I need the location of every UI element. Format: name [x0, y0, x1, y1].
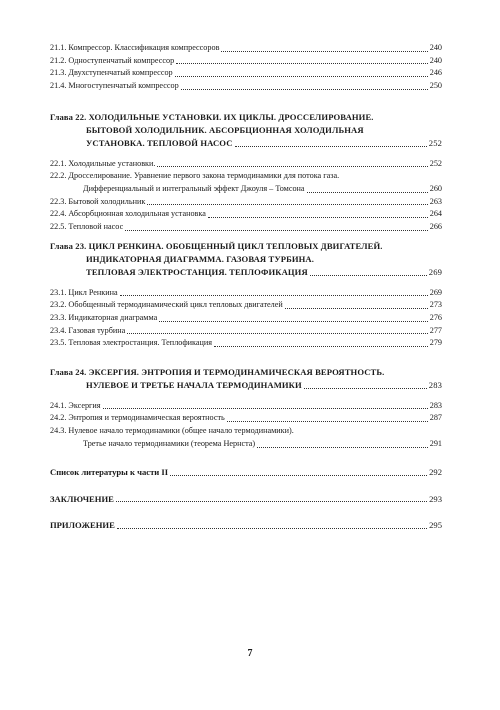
leader-dots — [103, 408, 428, 409]
entry-page: 260 — [429, 184, 442, 194]
toc-chapter-23 — [50, 240, 442, 350]
chapter-title-line: Глава 22. ХОЛОДИЛЬНЫЕ УСТАНОВКИ. ИХ ЦИКЛЫ. ДРОССЕЛИРОВАНИЕ. — [50, 112, 374, 122]
entry-title: Обобщенный термодинамический цикл тепловых двигателей — [68, 300, 283, 310]
toc-entry[interactable] — [50, 42, 442, 55]
leader-dots — [117, 528, 427, 529]
entry-title: Энтропия и термодинамическая вероятность — [68, 413, 225, 423]
toc-entry[interactable] — [50, 412, 442, 425]
entry-number: 22.1. — [50, 158, 67, 168]
entry-title: Абсорбционная холодильная установка — [68, 209, 206, 219]
entry-title: Дросселирование. Уравнение первого закона термодинамики для потока газа. — [68, 171, 340, 181]
toc-entry-continuation[interactable] — [50, 438, 442, 451]
entry-page: 277 — [429, 325, 442, 335]
chapter-title-line: ТЕПЛОВАЯ ЭЛЕКТРОСТАНЦИЯ. ТЕПЛОФИКАЦИЯ — [86, 266, 308, 277]
toc-entry[interactable] — [50, 80, 442, 93]
entry-title: Индикаторная диаграмма — [68, 313, 158, 323]
chapter-page: 283 — [428, 379, 442, 390]
entry-number: 24.3. — [50, 426, 67, 436]
chapter-title-line: БЫТОВОЙ ХОЛОДИЛЬНИК. АБСОРБЦИОННАЯ ХОЛОДИЛЬНАЯ — [86, 124, 364, 135]
leader-dots — [159, 321, 427, 322]
chapter-title-line: Глава 23. ЦИКЛ РЕНКИНА. ОБОБЩЕННЫЙ ЦИКЛ ТЕПЛОВЫХ ДВИГАТЕЛЕЙ. — [50, 241, 383, 251]
leader-dots — [307, 192, 428, 193]
entry-number: 21.2. — [50, 55, 67, 65]
leader-dots — [208, 217, 428, 218]
entry-title: Компрессор. Классификация компрессоров — [68, 42, 220, 52]
entry-page: 273 — [429, 300, 442, 310]
leader-dots — [157, 166, 427, 167]
entry-number: 23.5. — [50, 338, 67, 348]
toc-entry[interactable] — [50, 67, 442, 80]
leader-dots — [147, 204, 427, 205]
entry-page: 252 — [429, 158, 442, 168]
entry-number: 24.2. — [50, 413, 67, 423]
entry-page: 279 — [429, 338, 442, 348]
entry-title: Цикл Ренкина — [68, 287, 118, 297]
entry-page: 240 — [429, 42, 442, 52]
entry-title: Нулевое начало термодинамики (общее начало термодинамики). — [68, 426, 294, 436]
leader-dots — [181, 89, 428, 90]
toc-entry-references[interactable] — [50, 466, 442, 479]
entry-title: Многоступенчатый компрессор — [68, 81, 179, 91]
toc-entry[interactable] — [50, 337, 442, 350]
leader-dots — [257, 447, 428, 448]
chapter-title-line: УСТАНОВКА. ТЕПЛОВОЙ НАСОС — [86, 137, 233, 148]
entry-number: 22.4. — [50, 209, 67, 219]
entry-page: 293 — [429, 493, 442, 504]
entry-title: Двухступенчатый компрессор — [68, 68, 173, 78]
chapter-title-last-line — [50, 266, 442, 279]
entry-title: Третье начало термодинамики (теорема Нернста) — [83, 438, 256, 448]
entry-number: 24.1. — [50, 400, 67, 410]
toc-entry[interactable] — [50, 158, 442, 171]
chapter-title-line: Глава 24. ЭКСЕРГИЯ. ЭНТРОПИЯ И ТЕРМОДИНАМИЧЕСКАЯ ВЕРОЯТНОСТЬ. — [50, 367, 385, 377]
leader-dots — [116, 501, 427, 502]
entry-page: 283 — [429, 400, 442, 410]
entry-page: 295 — [429, 520, 442, 531]
leader-dots — [235, 146, 427, 147]
entry-page: 292 — [429, 466, 442, 477]
entry-number: 22.2. — [50, 171, 67, 181]
toc-entry[interactable] — [50, 400, 442, 413]
entry-number: 21.4. — [50, 81, 67, 91]
entry-number: 22.5. — [50, 222, 67, 232]
entry-title: ПРИЛОЖЕНИЕ — [50, 520, 115, 531]
toc-entry[interactable] — [50, 55, 442, 68]
leader-dots — [125, 230, 427, 231]
leader-dots — [304, 388, 427, 389]
chapter-heading[interactable] — [50, 366, 442, 392]
entry-title: ЗАКЛЮЧЕНИЕ — [50, 493, 114, 504]
entry-title: Бытовой холодильник — [68, 196, 146, 206]
toc-section-21 — [50, 42, 442, 93]
leader-dots — [214, 346, 428, 347]
toc-entry[interactable] — [50, 299, 442, 312]
chapter-title-last-line — [50, 379, 442, 392]
page-number: 7 — [247, 648, 253, 659]
leader-dots — [310, 275, 427, 276]
entry-title: Эксергия — [68, 400, 101, 410]
toc-entry[interactable] — [50, 312, 442, 325]
entry-title: Одноступенчатый компрессор — [68, 55, 175, 65]
entry-page: 250 — [429, 81, 442, 91]
entry-page: 266 — [429, 222, 442, 232]
toc-entry[interactable] — [50, 287, 442, 300]
chapter-title-line: НУЛЕВОЕ И ТРЕТЬЕ НАЧАЛА ТЕРМОДИНАМИКИ — [86, 379, 302, 390]
leader-dots — [127, 333, 427, 334]
entry-page: 276 — [429, 313, 442, 323]
chapter-page: 269 — [428, 266, 442, 277]
chapter-page: 252 — [428, 137, 442, 148]
toc-entry[interactable] — [50, 196, 442, 209]
entry-title: Список литературы к части II — [50, 466, 169, 477]
toc-entry-appendix[interactable] — [50, 519, 442, 532]
entry-number: 23.3. — [50, 313, 67, 323]
chapter-heading[interactable] — [50, 240, 442, 279]
leader-dots — [120, 295, 428, 296]
entry-title: Дифференциальный и интегральный эффект Джоуля – Томсона — [83, 184, 305, 194]
toc-entry[interactable] — [50, 221, 442, 234]
toc-entry[interactable] — [50, 325, 442, 338]
leader-dots — [175, 76, 428, 77]
entry-number: 21.1. — [50, 42, 67, 52]
entry-number: 21.3. — [50, 68, 67, 78]
leader-dots — [170, 475, 427, 476]
entry-page: 269 — [429, 287, 442, 297]
toc-entry-conclusion[interactable] — [50, 493, 442, 506]
entry-page: 291 — [429, 438, 442, 448]
toc-entry[interactable] — [50, 425, 442, 438]
entry-page: 264 — [429, 209, 442, 219]
toc-chapter-22 — [50, 111, 442, 234]
entry-page: 246 — [429, 68, 442, 78]
entry-number: 23.1. — [50, 287, 67, 297]
entry-page: 287 — [429, 413, 442, 423]
leader-dots — [176, 63, 428, 64]
chapter-title-line: ИНДИКАТОРНАЯ ДИАГРАММА. ГАЗОВАЯ ТУРБИНА. — [86, 253, 314, 264]
chapter-heading[interactable] — [50, 111, 442, 150]
entry-title: Газовая турбина — [68, 325, 126, 335]
toc-tail — [50, 466, 442, 532]
entry-page: 263 — [429, 196, 442, 206]
toc-entry-continuation[interactable] — [50, 183, 442, 196]
entry-title: Холодильные установки. — [68, 158, 156, 168]
entry-number: 23.2. — [50, 300, 67, 310]
entry-number: 22.3. — [50, 196, 67, 206]
entry-title: Тепловой насос — [68, 222, 124, 232]
entry-page: 240 — [429, 55, 442, 65]
chapter-title-last-line — [50, 137, 442, 150]
toc-entry[interactable] — [50, 170, 442, 183]
leader-dots — [227, 421, 428, 422]
toc-entry[interactable] — [50, 208, 442, 221]
leader-dots — [221, 51, 427, 52]
entry-title: Тепловая электростанция. Теплофикация — [68, 338, 213, 348]
leader-dots — [285, 308, 428, 309]
toc-chapter-24 — [50, 366, 442, 451]
entry-number: 23.4. — [50, 325, 67, 335]
